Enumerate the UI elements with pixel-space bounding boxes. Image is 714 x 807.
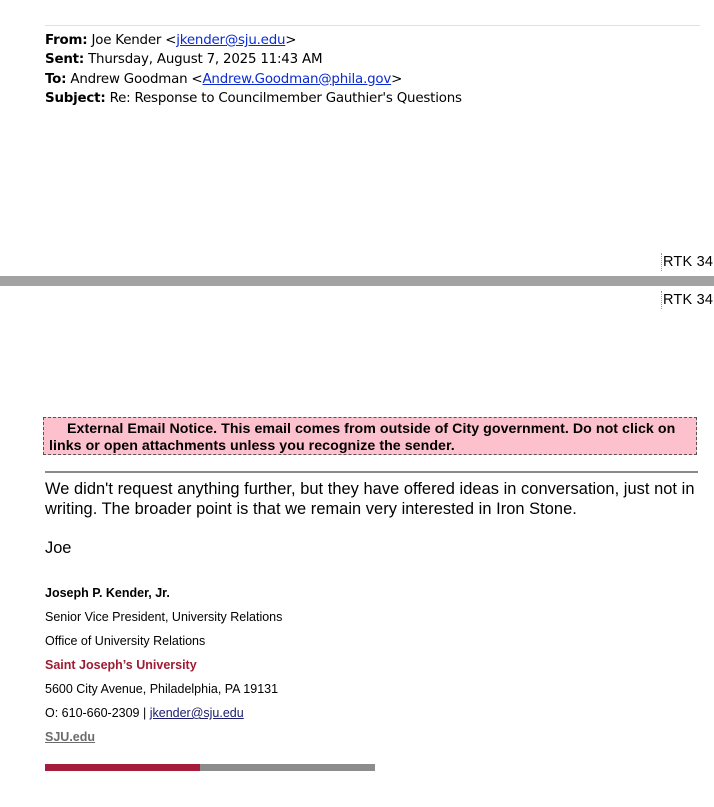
signature-contact bbox=[45, 705, 244, 721]
to-label: To: bbox=[45, 71, 67, 87]
signature-email-link[interactable]: jkender@sju.edu bbox=[149, 706, 244, 720]
to-line bbox=[45, 70, 462, 89]
from-close: > bbox=[285, 33, 297, 48]
sent-line bbox=[45, 50, 462, 69]
from-name: Joe Kender < bbox=[91, 33, 177, 48]
rtk-page-mark-top: RTK 34 bbox=[663, 254, 714, 270]
to-close: > bbox=[391, 71, 403, 87]
signature-address: 5600 City Avenue, Philadelphia, PA 19131 bbox=[45, 682, 279, 696]
message-signoff: Joe bbox=[45, 539, 72, 557]
subject-label: Subject: bbox=[45, 90, 106, 106]
external-email-notice bbox=[43, 417, 697, 455]
sent-label: Sent: bbox=[45, 52, 85, 68]
signature-website-link[interactable]: SJU.edu bbox=[45, 730, 96, 744]
to-name: Andrew Goodman < bbox=[70, 71, 203, 87]
signature-name: Joseph P. Kender, Jr. bbox=[45, 586, 170, 600]
page-separator bbox=[0, 276, 714, 286]
notice-text: External Email Notice. This email comes from outside of City government. Do not click on links or open attachments unless you recognize the sender. bbox=[49, 421, 676, 454]
email-header bbox=[45, 31, 462, 108]
signature-bar-crimson bbox=[45, 764, 200, 771]
subject-line bbox=[45, 89, 462, 108]
from-line bbox=[45, 31, 462, 50]
message-body: We didn't request anything further, but they have offered ideas in conversation, just not in writing. The broader point is that we remain very interested in Iron Stone. bbox=[45, 480, 695, 518]
to-email-link[interactable]: Andrew.Goodman@phila.gov bbox=[202, 71, 392, 87]
signature-office: Office of University Relations bbox=[45, 634, 206, 648]
from-email-link[interactable]: jkender@sju.edu bbox=[176, 33, 286, 48]
subject-value: Re: Response to Councilmember Gauthier's Questions bbox=[109, 90, 462, 106]
sent-value: Thursday, August 7, 2025 11:43 AM bbox=[88, 52, 323, 68]
signature-university: Saint Joseph’s University bbox=[45, 658, 197, 672]
message-divider bbox=[45, 471, 698, 473]
header-top-divider bbox=[45, 25, 700, 26]
from-label: From: bbox=[45, 33, 88, 48]
signature-phone: O: 610-660-2309 | bbox=[45, 706, 150, 720]
signature-bar-gray bbox=[200, 764, 375, 771]
rtk-page-mark-bottom: RTK 34 bbox=[663, 292, 714, 308]
signature-title: Senior Vice President, University Relations bbox=[45, 610, 283, 624]
